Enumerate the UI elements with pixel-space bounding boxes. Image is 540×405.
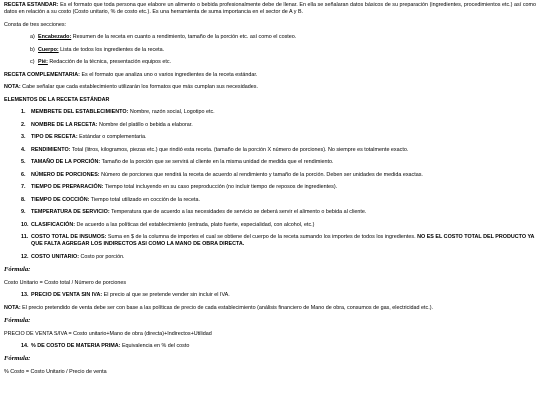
sections-intro: Consta de tres secciones: <box>4 21 67 28</box>
element-item: 8. TIEMPO DE COCCIÓN: Tiempo total utilizado en cocción de la receta. <box>21 196 200 203</box>
element-term: TAMAÑO DE LA PORCIÓN: <box>31 159 101 166</box>
element-term: RENDIMIENTO: <box>31 146 71 153</box>
section-term: Cuerpo: <box>38 46 59 53</box>
element-text: Tiempo total utilizado en cocción de la receta. <box>89 196 200 203</box>
element-term: TIPO DE RECETA: <box>31 134 78 141</box>
element-text: Número de porciones que rendirá la receta de acuerdo al rendimiento y tamaño de la porción. Deben ser unidades de medida exactas. <box>99 171 423 178</box>
element-item: 12. COSTO UNITARIO: Costo por porción. <box>21 253 125 260</box>
section-item-encabezado <box>4 34 536 41</box>
formula-porcentaje-costo: % Costo = Costo Unitario / Precio de venta <box>4 369 107 376</box>
section-text: Redacción de la técnica, presentación equipos etc. <box>47 59 172 66</box>
element-item: 14. % DE COSTO DE MATERIA PRIMA: Equivalencia en % del costo <box>21 343 190 350</box>
element-text: Tiempo total incluyendo en su caso preproducción (no incluir tiempo de reposos de ingredientes). <box>103 184 338 191</box>
element-text: Estándar o complementaria. <box>77 134 147 141</box>
element-item: 9. TEMPERATURA DE SERVICIO: Temperatura que de acuerdo a las necesidades de servicio se deberá servir el alimento o bebida al cliente. <box>21 209 367 216</box>
element-text: De acuerdo a las políticas del establecimiento (entrada, plato fuerte, especialidad, con alcohol, etc.) <box>75 221 315 228</box>
formula-precio-venta: PRECIO DE VENTA S/IVA = Costo unitario+Mano de obra (directa)+Indirectos+Utilidad <box>4 330 212 337</box>
document-page <box>4 2 536 376</box>
nota-text: Cabe señalar que cada establecimiento utilizarán los formatos que más cumplan sus necesidades. <box>20 84 258 91</box>
section-term: Pié: <box>38 59 48 66</box>
nota-precio-paragraph <box>4 305 536 312</box>
element-item: 2. NOMBRE DE LA RECETA: Nombre del platillo o bebida a elaborar. <box>21 121 193 128</box>
formula-costo-unitario: Costo Unitario = Costo total / Número de porciones <box>4 279 127 286</box>
element-text: Costo por porción. <box>79 253 125 260</box>
element-item: 10. CLASIFICACIÓN: De acuerdo a las políticas del establecimiento (entrada, plato fuerte, especialidad, con alcohol, etc.) <box>21 221 315 228</box>
element-term: NOMBRE DE LA RECETA: <box>31 121 98 128</box>
element-term: COSTO TOTAL DE INSUMOS: <box>31 234 107 241</box>
element-term: CLASIFICACIÓN: <box>31 221 76 228</box>
section-marker: a) <box>30 34 35 41</box>
intro-text: Es el formato que toda persona que elabore un alimento o bebida profesionalmente debe de llenar. En ella se señalaran datos básicos de su preparación (ingredientes, procedimientos etc.) así como datos en relación a su costo (Costo unitario, % de costo etc.). Es una herramienta de suma importancia en el sector de A y B. <box>4 2 536 16</box>
element-text: El precio al que se pretende vender sin incluir el IVA. <box>102 292 230 299</box>
element-item: 7. TIEMPO DE PREPARACIÓN: Tiempo total incluyendo en su caso preproducción (no incluir tiempo de reposos de ingredientes). <box>21 184 338 191</box>
nota-text: El precio pretendido de venta debe ser con base a las políticas de precio de cada establecimiento (análisis financiero de Mano de obra, consumos de gas, electricidad etc.). <box>20 304 433 311</box>
element-item: 6. NÚMERO DE PORCIONES: Número de porciones que rendirá la receta de acuerdo al rendimiento y tamaño de la porción. Deben ser unidades de medida exactas. <box>21 171 423 178</box>
element-item: 5. TAMAÑO DE LA PORCIÓN: Tamaño de la porción que se servirá al cliente en la misma unidad de medida que el rendimiento. <box>21 159 334 166</box>
element-text: Total (litros, kilogramos, piezas etc.) que rindió esta receta. (tamaño de la porción X número de porciones). No siempre es totalmente exacto. <box>70 146 409 153</box>
element-item: 11. COSTO TOTAL DE INSUMOS: Suma en $ de la columna de importes el cual se obtiene del cuerpo de la receta sumando los importes de todos los ingredientes. NO ES EL COSTO TOTAL DEL PRODUCTO YA QUE FALTA AGREGAR LOS INDIRECTOS ASI COMO LA MANO DE OBRA DIRECTA. <box>21 234 535 248</box>
element-term: TIEMPO DE COCCIÓN: <box>31 196 90 203</box>
element-term: MEMBRETE DEL ESTABLECIMIENTO: <box>31 109 129 116</box>
formula-label: Fórmula: <box>4 316 31 324</box>
section-term: Encabezado: <box>38 34 72 41</box>
element-text: Nombre, razón social, Logotipo etc. <box>128 109 215 116</box>
element-term: % DE COSTO DE MATERIA PRIMA: <box>31 343 121 350</box>
element-bold-note: NO ES EL COSTO TOTAL DEL PRODUCTO YA QUE FALTA AGREGAR LOS INDIRECTOS ASI COMO LA MANO DE OBRA DIRECTA. <box>31 234 535 248</box>
element-text: Temperatura que de acuerdo a las necesidades de servicio se deberá servir el alimento o bebida al cliente. <box>109 209 367 216</box>
section-item-cuerpo <box>4 47 536 54</box>
elements-heading: ELEMENTOS DE LA RECETA ESTÁNDAR <box>4 96 110 103</box>
element-item: 13. PRECIO DE VENTA SIN IVA: El precio al que se pretende vender sin incluir el IVA. <box>21 292 230 299</box>
section-marker: b) <box>30 46 35 53</box>
element-term: COSTO UNITARIO: <box>31 253 80 260</box>
section-text: Resumen de la receta en cuanto a rendimiento, tamaño de la porción etc. así como el costeo. <box>71 34 297 41</box>
element-text: Tamaño de la porción que se servirá al cliente en la misma unidad de medida que el rendimiento. <box>100 159 334 166</box>
element-term: TEMPERATURA DE SERVICIO: <box>31 209 110 216</box>
element-text: Equivalencia en % del costo <box>120 343 190 350</box>
element-item: 1. MEMBRETE DEL ESTABLECIMIENTO: Nombre, razón social, Logotipo etc. <box>21 109 215 116</box>
section-marker: c) <box>30 59 35 66</box>
element-text: Nombre del platillo o bebida a elaborar. <box>97 121 193 128</box>
complementaria-paragraph <box>4 72 536 79</box>
element-term: PRECIO DE VENTA SIN IVA: <box>31 292 103 299</box>
formula-label: Fórmula: <box>4 265 31 273</box>
complementaria-text: Es el formato que analiza uno o varios ingredientes de la receta estándar. <box>79 71 258 78</box>
formula-label: Fórmula: <box>4 355 31 363</box>
intro-paragraph <box>4 2 536 17</box>
section-item-pie <box>4 59 536 66</box>
term-nota: NOTA: <box>4 84 21 91</box>
term-nota: NOTA: <box>4 304 21 311</box>
term-receta-estandar: RECETA ESTANDAR: <box>4 2 59 8</box>
section-text: Lista de todos los ingredientes de la receta. <box>58 46 165 53</box>
element-text: Suma en $ de la columna de importes el cual se obtiene del cuerpo de la receta sumando los importes de todos los ingredientes. <box>106 234 416 241</box>
element-item: 4. RENDIMIENTO: Total (litros, kilogramos, piezas etc.) que rindió esta receta. (tamaño de la porción X número de porciones). No siempre es totalmente exacto. <box>21 146 409 153</box>
nota-paragraph <box>4 84 536 91</box>
term-receta-complementaria: RECETA COMPLEMENTARIA: <box>4 71 80 78</box>
element-term: TIEMPO DE PREPARACIÓN: <box>31 184 104 191</box>
element-item: 3. TIPO DE RECETA: Estándar o complementaria. <box>21 134 147 141</box>
element-term: NÚMERO DE PORCIONES: <box>31 171 100 178</box>
